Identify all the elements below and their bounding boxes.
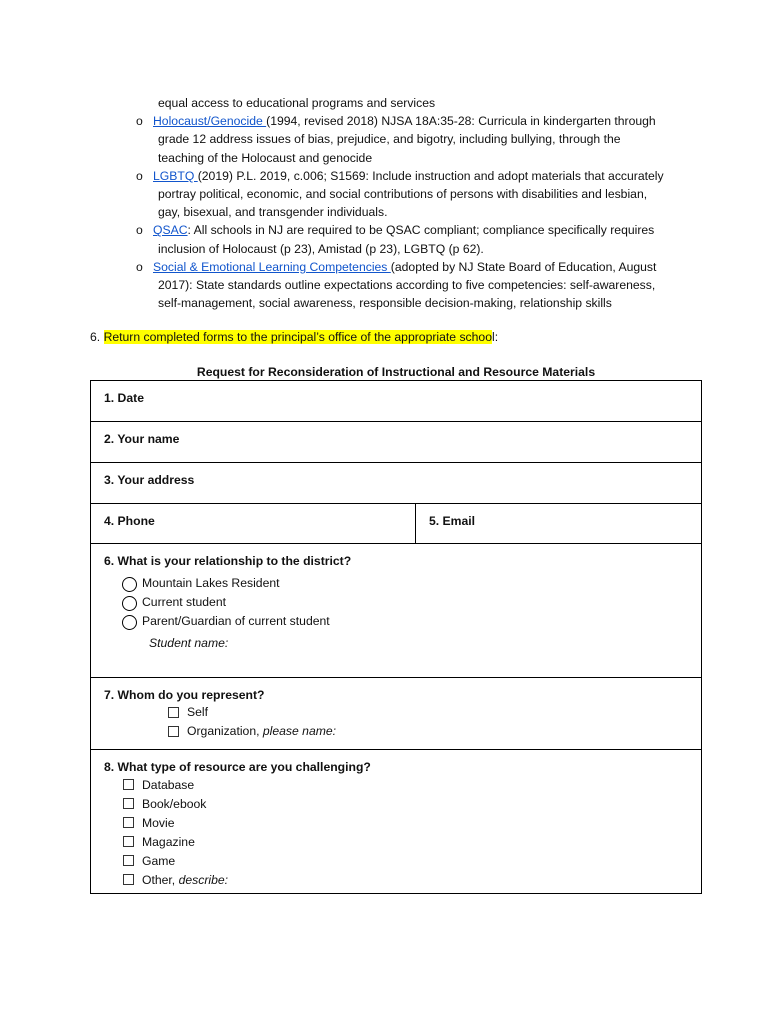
resource-type-section — [91, 750, 701, 893]
email-label: 5. Email — [429, 514, 476, 528]
bullet-holocaust-genocide: o Holocaust/Genocide (1994, revised 2018) NJSA 18A:35-28: Curricula in kindergarten through grade 12 address issues of bias, prejudice, and bigotry, including bullying, through the teaching of the Holocaust and genocide — [136, 114, 656, 165]
lgbtq-link[interactable]: LGBTQ — [153, 168, 198, 183]
magazine-checkbox[interactable] — [123, 836, 134, 847]
other-checkbox[interactable] — [123, 874, 134, 885]
represent-label: 7. Whom do you represent? — [104, 688, 265, 702]
qsac-link[interactable]: QSAC — [153, 223, 188, 238]
organization-checkbox[interactable] — [168, 726, 179, 737]
current-student-option-label: Current student — [142, 595, 227, 609]
continuation-line: equal access to educational programs and services — [158, 96, 436, 110]
reconsideration-form — [90, 380, 702, 894]
holocaust-genocide-link[interactable]: Holocaust/Genocide — [153, 114, 267, 129]
phone-field[interactable] — [91, 504, 416, 544]
represent-section — [91, 678, 701, 750]
other-option-label: Other, describe: — [142, 873, 229, 887]
bullet-marker: o — [136, 259, 143, 274]
bullet-qsac: o QSAC: All schools in NJ are required to be QSAC compliant; compliance specifically requires inclusion of Holocaust (p 23), Amistad (p 23), LGBTQ (p 62). — [136, 223, 655, 256]
bullet-marker: o — [136, 168, 143, 183]
bullet-lgbtq: o LGBTQ (2019) P.L. 2019, c.006; S1569: Include instruction and adopt materials that accurately portray political, economic, and social contributions of persons with disabilities and lesbian, gay, bisexual, and transgender individuals. — [136, 168, 664, 220]
resident-option-label: Mountain Lakes Resident — [142, 576, 280, 590]
legislation-bullet-list — [136, 94, 696, 312]
organization-option-label: Organization, please name: — [187, 724, 337, 738]
book-ebook-option-label: Book/ebook — [142, 797, 207, 811]
step-6-instruction: 6. Return completed forms to the principal’s office of the appropriate school: — [90, 330, 499, 344]
self-option-label: Self — [187, 705, 209, 719]
phone-label: 4. Phone — [104, 514, 155, 528]
current-student-radio[interactable] — [122, 596, 137, 611]
book-ebook-checkbox[interactable] — [123, 798, 134, 809]
name-field[interactable] — [91, 422, 701, 463]
form-title: Request for Reconsideration of Instructional and Resource Materials — [196, 365, 596, 379]
name-label: 2. Your name — [104, 432, 180, 446]
resident-radio[interactable] — [122, 577, 137, 592]
highlighted-instruction: Return completed forms to the principal’s office of the appropriate schoo — [103, 330, 492, 344]
parent-guardian-option-label: Parent/Guardian of current student — [142, 614, 330, 628]
movie-option-label: Movie — [142, 816, 175, 830]
database-option-label: Database — [142, 778, 195, 792]
self-checkbox[interactable] — [168, 707, 179, 718]
relationship-label: 6. What is your relationship to the district? — [104, 554, 352, 568]
bullet-marker: o — [136, 223, 143, 238]
parent-guardian-radio[interactable] — [122, 615, 137, 630]
address-field[interactable] — [91, 463, 701, 504]
sel-competencies-link[interactable]: Social & Emotional Learning Competencies — [153, 259, 391, 274]
relationship-section — [91, 544, 701, 678]
student-name-label: Student name: — [149, 636, 229, 650]
resource-type-label: 8. What type of resource are you challenging? — [104, 760, 371, 774]
magazine-option-label: Magazine — [142, 835, 195, 849]
contact-row — [91, 504, 701, 544]
game-option-label: Game — [142, 854, 176, 868]
date-field[interactable] — [91, 381, 701, 422]
date-label: 1. Date — [104, 391, 144, 405]
bullet-marker: o — [136, 114, 143, 129]
movie-checkbox[interactable] — [123, 817, 134, 828]
bullet-sel-competencies: o Social & Emotional Learning Competencies (adopted by NJ State Board of Education, August 2017): State standards outline expectations according to five competencies: self-awareness, self-management, social awareness, responsible decision-making, relationship skills — [136, 259, 657, 311]
email-field[interactable] — [416, 504, 701, 544]
address-label: 3. Your address — [104, 473, 195, 487]
game-checkbox[interactable] — [123, 855, 134, 866]
database-checkbox[interactable] — [123, 779, 134, 790]
